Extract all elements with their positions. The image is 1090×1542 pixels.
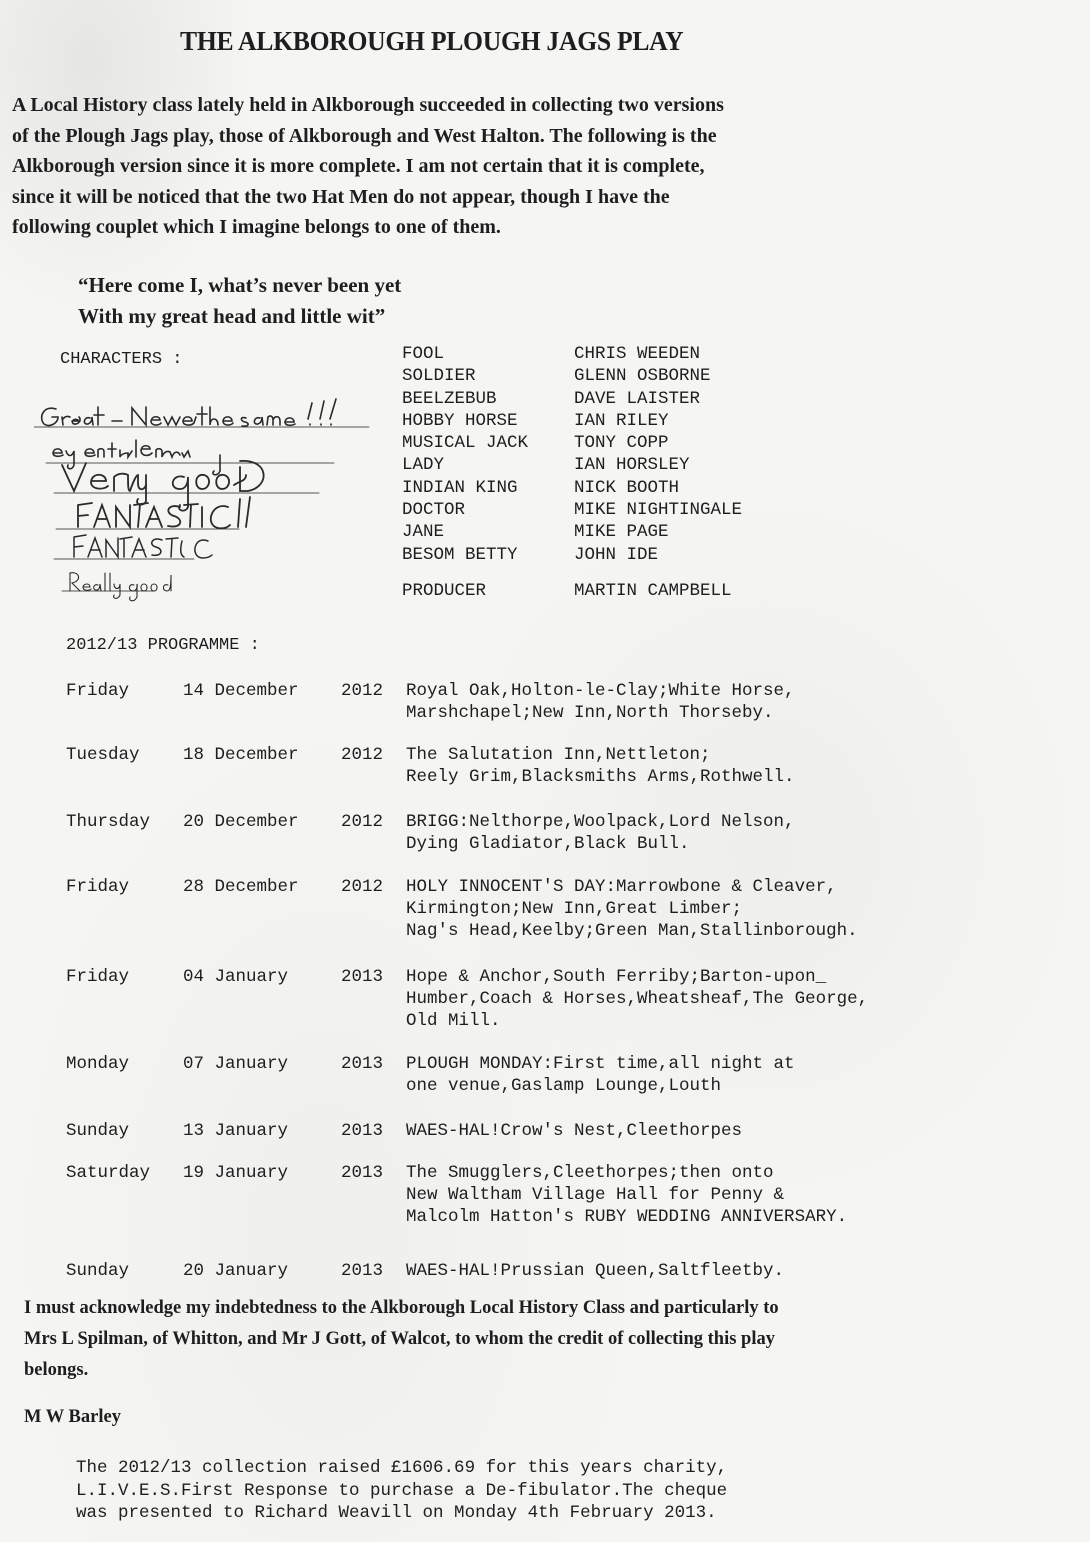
programme-entry (66, 811, 795, 855)
venue-line: PLOUGH MONDAY:First time,all night at (406, 1054, 795, 1074)
cast-actor: JOHN IDE (574, 544, 659, 565)
entry-day: Tuesday (66, 745, 140, 765)
entry-venue (406, 811, 795, 855)
entry-year: 2013 (341, 1163, 384, 1183)
ack-line: belongs. (24, 1360, 89, 1380)
handwritten-notes (34, 395, 374, 605)
entry-date: 04 January (183, 967, 289, 987)
cast-row (402, 432, 742, 454)
entry-date: 07 January (183, 1054, 289, 1074)
entry-year: 2012 (341, 681, 384, 701)
venue-line: Malcolm Hatton's RUBY WEDDING ANNIVERSARY. (406, 1207, 848, 1227)
venue-line: The Smugglers,Cleethorpes;then onto (406, 1163, 774, 1183)
cast-row (402, 477, 742, 499)
cast-list (402, 343, 742, 602)
cast-row (402, 499, 742, 521)
couplet-quote (78, 270, 401, 332)
entry-year: 2012 (341, 877, 384, 897)
programme-entry (66, 1162, 847, 1228)
entry-date: 18 December (183, 745, 299, 765)
venue-line: one venue,Gaslamp Lounge,Louth (406, 1076, 722, 1096)
programme-entry (66, 680, 795, 724)
cast-actor: MIKE PAGE (574, 522, 669, 543)
entry-day: Sunday (66, 1261, 130, 1281)
entry-year: 2013 (341, 967, 384, 987)
entry-year: 2013 (341, 1054, 384, 1074)
cast-row (402, 544, 742, 566)
cast-actor: CHRIS WEEDEN (574, 344, 701, 364)
entry-day: Thursday (66, 812, 151, 832)
couplet-line: “Here come I, what’s never been yet (78, 273, 402, 297)
cast-row (402, 343, 742, 365)
entry-day: Monday (66, 1054, 130, 1074)
cast-role: BESOM BETTY (402, 544, 518, 565)
venue-line: HOLY INNOCENT'S DAY:Marrowbone & Cleaver, (406, 877, 837, 897)
cast-role: SOLDIER (402, 366, 476, 387)
entry-date: 28 December (183, 877, 299, 897)
venue-line: Marshchapel;New Inn,North Thorseby. (406, 703, 774, 723)
cast-role: FOOL (402, 344, 445, 364)
entry-year: 2012 (341, 812, 384, 832)
venue-line: The Salutation Inn,Nettleton; (406, 745, 711, 765)
entry-venue (406, 1053, 795, 1097)
programme-entry (66, 1260, 784, 1282)
charity-note (76, 1457, 727, 1525)
entry-date: 14 December (183, 681, 299, 701)
entry-day: Friday (66, 967, 130, 987)
entry-venue (406, 680, 795, 724)
entry-day: Sunday (66, 1121, 130, 1141)
cast-actor: NICK BOOTH (574, 477, 680, 498)
venue-line: WAES-HAL!Crow's Nest,Cleethorpes (406, 1121, 743, 1141)
venue-line: Hope & Anchor,South Ferriby;Barton-upon_ (406, 967, 827, 987)
programme-entry (66, 1120, 742, 1142)
venue-line: WAES-HAL!Prussian Queen,Saltfleetby. (406, 1261, 785, 1281)
characters-label: CHARACTERS : (60, 350, 183, 369)
couplet-line: With my great head and little wit” (78, 304, 386, 328)
programme-entry (66, 966, 868, 1032)
programme-entry (66, 744, 795, 788)
cast-row (402, 410, 742, 432)
entry-year: 2013 (341, 1261, 384, 1281)
cast-role: INDIAN KING (402, 477, 518, 498)
note-great-never-the-same (42, 399, 336, 426)
entry-date: 19 January (183, 1163, 289, 1183)
cast-row (402, 388, 742, 410)
venue-line: Kirmington;New Inn,Great Limber; (406, 899, 743, 919)
venue-line: Old Mill. (406, 1011, 501, 1031)
charity-line: The 2012/13 collection raised £1606.69 for this years charity, (76, 1458, 728, 1478)
programme-label: 2012/13 PROGRAMME : (66, 636, 260, 655)
entry-day: Saturday (66, 1163, 151, 1183)
programme-entry (66, 876, 858, 942)
cast-role: LADY (402, 455, 445, 476)
acknowledgement-paragraph (24, 1293, 984, 1386)
entry-day: Friday (66, 681, 130, 701)
entry-date: 20 January (183, 1261, 289, 1281)
cast-row (402, 365, 742, 387)
entry-venue (406, 1162, 847, 1228)
producer-row (402, 580, 742, 602)
intro-line: of the Plough Jags play, those of Alkborough and West Halton. The following is the (12, 124, 717, 147)
ack-line: I must acknowledge my indebtedness to the Alkborough Local History Class and particularly to (24, 1298, 779, 1318)
venue-line: BRIGG:Nelthorpe,Woolpack,Lord Nelson, (406, 812, 795, 832)
cast-actor: GLENN OSBORNE (574, 366, 711, 387)
note-really-good (70, 573, 171, 601)
intro-line: since it will be noticed that the two Hat Men do not appear, though I have the (12, 185, 670, 208)
intro-paragraph (12, 90, 972, 243)
producer-label: PRODUCER (402, 580, 487, 601)
entry-date: 13 January (183, 1121, 289, 1141)
venue-line: Royal Oak,Holton-le-Clay;White Horse, (406, 681, 795, 701)
cast-row (402, 521, 742, 543)
note-fantastic-2 (74, 535, 212, 558)
cast-actor: TONY COPP (574, 433, 669, 454)
intro-line: A Local History class lately held in Alkborough succeeded in collecting two versions (12, 94, 724, 116)
intro-line: following couplet which I imagine belongs to one of them. (12, 216, 501, 238)
cast-row (402, 454, 742, 476)
charity-line: L.I.V.E.S.First Response to purchase a De-fibulator.The cheque (76, 1480, 728, 1501)
entry-day: Friday (66, 877, 130, 897)
cast-role: HOBBY HORSE (402, 410, 518, 431)
venue-line: Dying Gladiator,Black Bull. (406, 834, 690, 854)
cast-actor: MIKE NIGHTINGALE (574, 500, 743, 521)
note-fantastic-1 (78, 497, 250, 528)
entry-venue (406, 1260, 784, 1282)
cast-actor: IAN HORSLEY (574, 455, 690, 476)
author-signature: M W Barley (24, 1407, 121, 1427)
entry-year: 2013 (341, 1121, 384, 1141)
entry-venue (406, 876, 858, 942)
note-entertainer (53, 440, 220, 475)
entry-year: 2012 (341, 745, 384, 765)
ack-line: Mrs L Spilman, of Whitton, and Mr J Gott, of Walcot, to whom the credit of collecting this play (24, 1329, 775, 1349)
cast-role: JANE (402, 522, 445, 543)
programme-entry (66, 1053, 795, 1097)
venue-line: New Waltham Village Hall for Penny & (406, 1185, 785, 1205)
entry-venue (406, 1120, 742, 1142)
venue-line: Reely Grim,Blacksmiths Arms,Rothwell. (406, 767, 795, 787)
producer-name: MARTIN CAMPBELL (574, 580, 732, 601)
cast-role: MUSICAL JACK (402, 433, 529, 454)
charity-line: was presented to Richard Weavill on Monday 4th February 2013. (76, 1503, 717, 1523)
venue-line: Nag's Head,Keelby;Green Man,Stallinborough. (406, 921, 858, 941)
venue-line: Humber,Coach & Horses,Wheatsheaf,The George, (406, 989, 869, 1009)
intro-line: Alkborough version since it is more complete. I am not certain that it is complete, (12, 155, 705, 177)
cast-actor: DAVE LAISTER (574, 388, 701, 409)
entry-venue (406, 966, 868, 1032)
cast-role: DOCTOR (402, 500, 466, 521)
entry-date: 20 December (183, 812, 299, 832)
cast-role: BEELZEBUB (402, 388, 497, 409)
entry-venue (406, 744, 795, 788)
page-title: THE ALKBOROUGH PLOUGH JAGS PLAY (180, 26, 684, 56)
cast-actor: IAN RILEY (574, 410, 669, 431)
